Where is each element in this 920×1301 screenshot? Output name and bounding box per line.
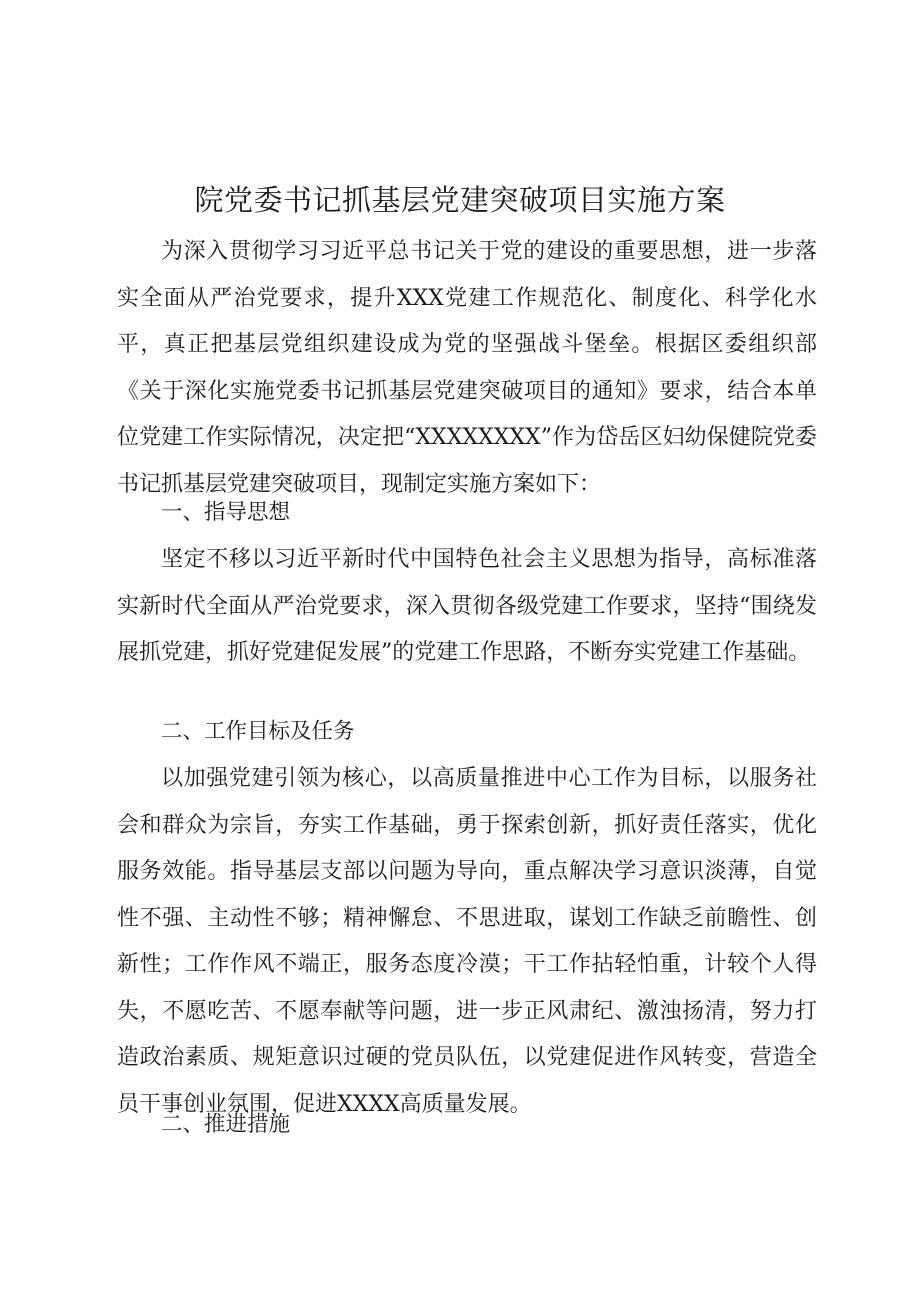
section-body-guiding-ideology: 坚定不移以习近平新时代中国特色社会主义思想为指导，高标准落实新时代全面从严治党要求，深入贯彻各级党建工作要求，坚持“围绕发展抓党建，抓好党建促发展”的党建工作思路，不断夯实党建工作基础。 (117, 547, 817, 665)
document-title: 院党委书记抓基层党建突破项目实施方案 (194, 183, 726, 217)
intro-paragraph: 为深入贯彻学习习近平总书记关于党的建设的重要思想，进一步落实全面从严治党要求，提升XXX党建工作规范化、制度化、科学化水平，真正把基层党组织建设成为党的坚强战斗堡垒。根据区委组织部《关于深化实施党委书记抓基层党建突破项目的通知》要求，结合本单位党建工作实际情况，决定把“XXXXXXXX”作为岱岳区妇幼保健院党委书记抓基层党建突破项目，现制定实施方案如下： (117, 239, 817, 497)
section-heading-measures: 二、推进措施 (161, 1112, 291, 1137)
section-heading-guiding-ideology: 一、指导思想 (161, 500, 291, 525)
section-heading-goals-tasks: 二、工作目标及任务 (161, 719, 355, 744)
section-body-goals-tasks: 以加强党建引领为核心，以高质量推进中心工作为目标，以服务社会和群众为宗旨，夯实工作基础，勇于探索创新，抓好责任落实，优化服务效能。指导基层支部以问题为导向，重点解决学习意识淡薄，自觉性不强、主动性不够；精神懈怠、不思进取，谋划工作缺乏前瞻性、创新性；工作作风不端正，服务态度冷漠；干工作拈轻怕重，计较个人得失，不愿吃苦、不愿奉献等问题，进一步正风肃纪、激浊扬清，努力打造政治素质、规矩意识过硬的党员队伍，以党建促进作风转变，营造全员干事创业氛围，促进XXXX高质量发展。 (117, 766, 817, 1117)
